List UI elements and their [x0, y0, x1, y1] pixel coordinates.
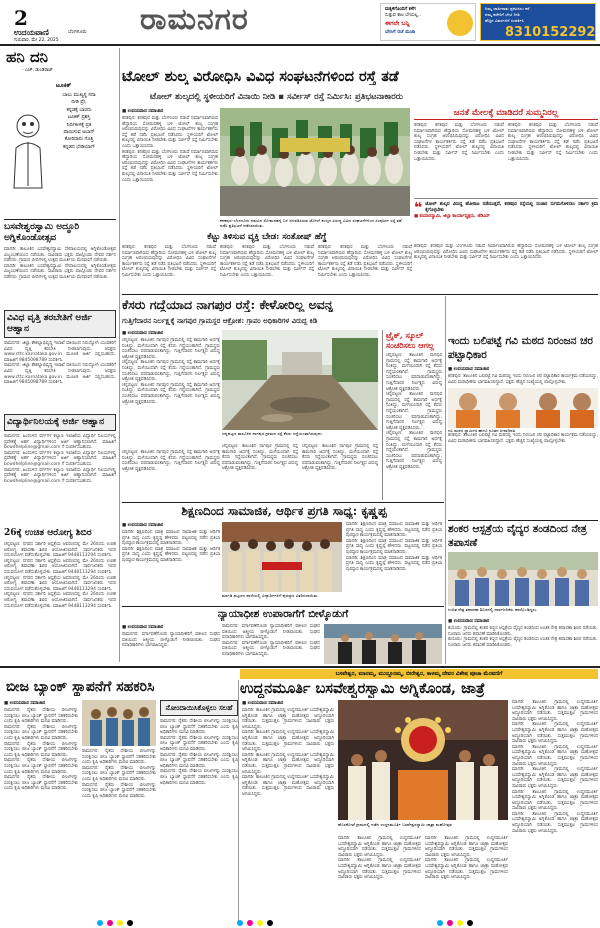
section-title: ರಾಮನಗರ — [140, 2, 249, 37]
ad-line: ನಮ್ಮ ಕಚೇರಿಗೆ ಭೇಟಿ ನೀಡಿ — [485, 12, 520, 17]
poem-line: ನಿರ್ದಿಕೀಳಕ್ಕೆ ಪ್ರತಿ — [66, 122, 92, 128]
left-story-3 — [4, 414, 116, 524]
gavi-math-body: ಕನಕಪುರ: ತಾಲೂಕಿನ ಬಲಿಪಟ್ಟೆ ಗವಿ ಮಠದಲ್ಲಿ ಇಂದು ನಿರಂಜನ ಚರ ಪಟ್ಟಾಧಿಕಾರ ಕಾರ್ಯಕ್ರಮ ನಡೆಯಲಿದ್ದು, ವಿವಿಧ ಮಠಾಧೀಶರು ಭಾಗವಹಿಸಲಿದ್ದಾರೆ. ಭಕ್ತರು ಹೆಚ್ಚಿನ ಸಂಖ್ಯೆಯಲ್ಲಿ ಪಾಲ್ಗೊಳ್ಳಬೇಕು. — [448, 433, 598, 444]
left-story-4-body: ಚನ್ನಪಟ್ಟಣ: ನಗರದ ಸರ್ಕಾರಿ ಆಸ್ಪತ್ರೆಯ ಆವರಣದಲ್ಲಿ ಮೇ 26ರಂದು ಉಚಿತ ಆರೋಗ್ಯ ತಪಾಸಣಾ ಶಿಬಿರ ಆಯೋಜಿಸಲಾಗಿದೆ. ಸಾರ್ವಜನಿಕರು ಇದರ ಸದುಪಯೋಗ ಪಡೆದುಕೊಳ್ಳಬೇಕು. ಮಾಹಿತಿಗೆ 9448113294 ಸಂಪರ್ಕಿಸಿ. — [4, 575, 116, 592]
left-story-2-body: ರಾಮನಗರ: ಜಿಲ್ಲಾ ಕೌಶಲ್ಯಾಭಿವೃದ್ಧಿ ಇಲಾಖೆ ವತಿಯಿಂದ ನಿರುದ್ಯೋಗಿ ಯುವಕರಿಗೆ ವಿವಿಧ ವೃತ್ತಿ ತರಬೇತಿ ನೀಡಲಾಗುವುದು. ಆಸಕ್ತರು www.cttc.karnataka.gov.in ಮೂಲಕ ಅರ್ಜಿ ಸಲ್ಲಿಸಬಹುದು. ಮಾಹಿತಿಗೆ 9845098789 ಸಂಪರ್ಕಿಸಿ. — [4, 363, 116, 386]
left-story-3-headline: ವಿದ್ಯಾರ್ಥಿನಿಲಯಕ್ಕೆ ಅರ್ಜಿ ಆಹ್ವಾನ — [4, 414, 116, 431]
seed-bank-headline: ಬೀಜ ಬ್ಯಾಂಕ್ ಸ್ಥಾಪನೆಗೆ ಸಹಕರಿಸಿ — [6, 679, 155, 695]
poem-line: ಕನ್ನಡದ ಭೇಡಿಯಾಗ್ — [62, 144, 95, 150]
poem-body — [48, 92, 110, 151]
register-box-headline: ನೋಂದಾಯಿಸಿಕೊಳ್ಳಲು ಸಲಹೆ — [160, 700, 238, 716]
jatre-col3 — [512, 700, 598, 924]
left-story-1-body: ಮಾಗಡಿ: ತಾಲೂಕಿನ ಬಸವೇಶ್ವರಸ್ವಾಮಿ ದೇವಾಲಯದಲ್ಲಿ ಅಗ್ನಿಕೊಂಡೋತ್ಸವ ವಿಜೃಂಭಣೆಯಿಂದ ನಡೆಯಿತು. ಸಾವಿರಾರು ಭಕ್ತರು ಪಾಲ್ಗೊಂಡು ದೇವರ ದರ್ಶನ ಪಡೆದರು. ಗ್ರಾಮದ ಬೀದಿಗಳಲ್ಲಿ ಉತ್ಸವ ಮೂರ್ತಿಯ ಮೆರವಣಿಗೆ ನಡೆಯಿತು. — [4, 247, 116, 264]
protest-photo-image — [220, 108, 410, 216]
main-body: ಕನಕಪುರ: ಕನಕಪುರ ಮತ್ತು ಬೆಂಗಳೂರು ನಡುವೆ ನಿರ್ಮಾಣವಾಗಿರುವ ಹೆದ್ದಾರಿಯ ಸೋಮನಹಳ್ಳಿ ಬಳಿ ಟೋಲ್ ಶುಲ್ಕ ಸಂಗ್ರಹ ಆರಂಭಿಸಿರುವುದನ್ನು ವಿರೋಧಿಸಿ ವಿವಿಧ ಸಂಘಟನೆಗಳ ಕಾರ್ಯಕರ್ತರು ರಸ್ತೆ ತಡೆ ನಡೆಸಿ ಪ್ರತಿಭಟನೆ ನಡೆಸಿದರು. ಸ್ಥಳೀಯರಿಗೆ ಟೋಲ್ ಶುಲ್ಕದಲ್ಲಿ ವಿನಾಯಿತಿ ನೀಡಬೇಕು ಮತ್ತು ಸರ್ವೀಸ್ ರಸ್ತೆ ನಿರ್ಮಿಸಬೇಕು ಎಂದು ಒತ್ತಾಯಿಸಿದರು. — [122, 116, 218, 149]
seed-bank-body: ರಾಮನಗರ: ರೈತರು ದೇಶೀಯ ಬೀಜಗಳನ್ನು ಸಂರಕ್ಷಿಸಲು ಬೀಜ ಬ್ಯಾಂಕ್ ಸ್ಥಾಪನೆಗೆ ಸಹಕರಿಸಬೇಕು ಎಂದು ಕೃಷಿ ಅಧಿಕಾರಿಗಳು ಮನವಿ ಮಾಡಿದರು. — [160, 735, 238, 752]
main-box-body: ಕನಕಪುರ: ಕನಕಪುರ ಮತ್ತು ಬೆಂಗಳೂರು ನಡುವೆ ನಿರ್ಮಾಣವಾಗಿರುವ ಹೆದ್ದಾರಿಯ ಸೋಮನಹಳ್ಳಿ ಬಳಿ ಟೋಲ್ ಶುಲ್ಕ ಸಂಗ್ರಹ ಆರಂಭಿಸಿರುವುದನ್ನು ವಿರೋಧಿಸಿ ವಿವಿಧ ಸಂಘಟನೆಗಳ ಕಾರ್ಯಕರ್ತರು ರಸ್ತೆ ತಡೆ ನಡೆಸಿ ಪ್ರತಿಭಟನೆ ನಡೆಸಿದರು. ಸ್ಥಳೀಯರಿಗೆ ಟೋಲ್ ಶುಲ್ಕದಲ್ಲಿ ವಿನಾಯಿತಿ ನೀಡಬೇಕು ಮತ್ತು ಸರ್ವೀಸ್ ರಸ್ತೆ ನಿರ್ಮಿಸಬೇಕು ಎಂದು ಒತ್ತಾಯಿಸಿದರು. — [220, 245, 314, 278]
registration-marks-icon — [0, 918, 600, 928]
poem-line: ದೀಡಿ ಪ್ರೇ, — [71, 100, 87, 106]
kesaru-box-body: ಚನ್ನಪಟ್ಟಣ: ತಾಲೂಕಿನ ನಾಗಪುರ ಗ್ರಾಮದಲ್ಲಿ ರಸ್ತೆ ಕಾಮಗಾರಿ ಅರ್ಧಕ್ಕೆ ನಿಂತಿದ್ದು, ಮಳೆಯಿಂದಾಗಿ ರಸ್ತೆ ಕೆಸರು ಗದ್ದೆಯಂತಾಗಿದೆ. ಗ್ರಾಮಸ್ಥರು ಸಂಚರಿಸಲು ಪರದಾಡುವಂತಾಗಿದ್ದು, ಗುತ್ತಿಗೆದಾರನ ನಿರ್ಲಕ್ಷ್ಯದ ವಿರುದ್ಧ ಆಕ್ರೋಶ ವ್ಯಕ್ತಪಡಿಸಿದರು. — [386, 392, 442, 431]
page-number: 2 — [14, 6, 28, 30]
shankar-byline: ■ ಉದಯವಾಣಿ ಸಮಾಚಾರ — [448, 619, 490, 624]
hani-dani-box — [4, 48, 110, 218]
jatre-col1 — [242, 700, 334, 924]
jatre-body: ಮಾಗಡಿ: ತಾಲೂಕಿನ ಗ್ರಾಮದಲ್ಲಿ ಉದ್ದನಮೂರ್ತಿ ಬಸವೇಶ್ವರಸ್ವಾಮಿ ಅಗ್ನಿಕೊಂಡ ಹಾಗೂ ಜಾತ್ರಾ ಮಹೋತ್ಸವ ಅದ್ದೂರಿಯಾಗಿ ನಡೆಯಿತು. ಸುತ್ತಮುತ್ತಲ ಗ್ರಾಮಗಳಿಂದ ಸಾವಿರಾರು ಭಕ್ತರು ಆಗಮಿಸಿದ್ದರು. — [425, 858, 508, 881]
kesaru-body: ಚನ್ನಪಟ್ಟಣ: ತಾಲೂಕಿನ ನಾಗಪುರ ಗ್ರಾಮದಲ್ಲಿ ರಸ್ತೆ ಕಾಮಗಾರಿ ಅರ್ಧಕ್ಕೆ ನಿಂತಿದ್ದು, ಮಳೆಯಿಂದಾಗಿ ರಸ್ತೆ ಕೆಸರು ಗದ್ದೆಯಂತಾಗಿದೆ. ಗ್ರಾಮಸ್ಥರು ಸಂಚರಿಸಲು ಪರದಾಡುವಂತಾಗಿದ್ದು, ಗುತ್ತಿಗೆದಾರನ ನಿರ್ಲಕ್ಷ್ಯದ ವಿರುದ್ಧ ಆಕ್ರೋಶ ವ್ಯಕ್ತಪಡಿಸಿದರು. — [122, 360, 220, 383]
jatre-body: ಮಾಗಡಿ: ತಾಲೂಕಿನ ಗ್ರಾಮದಲ್ಲಿ ಉದ್ದನಮೂರ್ತಿ ಬಸವೇಶ್ವರಸ್ವಾಮಿ ಅಗ್ನಿಕೊಂಡ ಹಾಗೂ ಜಾತ್ರಾ ಮಹೋತ್ಸವ ಅದ್ದೂರಿಯಾಗಿ ನಡೆಯಿತು. ಸುತ್ತಮುತ್ತಲ ಗ್ರಾಮಗಳಿಂದ ಸಾವಿರಾರು ಭಕ್ತರು ಆಗಮಿಸಿದ್ದರು. — [512, 789, 598, 812]
shikshana-right-col — [346, 522, 442, 602]
seed-bank-body: ರಾಮನಗರ: ರೈತರು ದೇಶೀಯ ಬೀಜಗಳನ್ನು ಸಂರಕ್ಷಿಸಲು ಬೀಜ ಬ್ಯಾಂಕ್ ಸ್ಥಾಪನೆಗೆ ಸಹಕರಿಸಬೇಕು ಎಂದು ಕೃಷಿ ಅಧಿಕಾರಿಗಳು ಮನವಿ ಮಾಡಿದರು. — [160, 769, 238, 786]
bottom-kicker: ಬಸವೇಶ್ವರ, ಮಾರಮ್ಮ, ಮುದ್ದೂರಮ್ಮ, ಬೀರೇಶ್ವರ, ಕಾಳಮ್ಮ ದೇವರ ವಿಶೇಷ ಪೂಜಾ ಮೆರವಣಿಗೆ — [240, 669, 598, 679]
seed-bank-col1 — [4, 700, 78, 924]
section-rule — [448, 520, 598, 521]
main-box-story — [122, 232, 412, 292]
paper-name: ಉದಯವಾಣಿ — [14, 27, 49, 37]
seed-bank-body: ರಾಮನಗರ: ರೈತರು ದೇಶೀಯ ಬೀಜಗಳನ್ನು ಸಂರಕ್ಷಿಸಲು ಬೀಜ ಬ್ಯಾಂಕ್ ಸ್ಥಾಪನೆಗೆ ಸಹಕರಿಸಬೇಕು ಎಂದು ಕೃಷಿ ಅಧಿಕಾರಿಗಳು ಮನವಿ ಮಾಡಿದರು. — [160, 719, 238, 736]
jatre-body: ಮಾಗಡಿ: ತಾಲೂಕಿನ ಗ್ರಾಮದಲ್ಲಿ ಉದ್ದನಮೂರ್ತಿ ಬಸವೇಶ್ವರಸ್ವಾಮಿ ಅಗ್ನಿಕೊಂಡ ಹಾಗೂ ಜಾತ್ರಾ ಮಹೋತ್ಸವ ಅದ್ದೂರಿಯಾಗಿ ನಡೆಯಿತು. ಸುತ್ತಮುತ್ತಲ ಗ್ರಾಮಗಳಿಂದ ಸಾವಿರಾರು ಭಕ್ತರು ಆಗಮಿಸಿದ್ದರು. — [338, 858, 421, 881]
nyayadhish-headline: ನ್ಯಾಯಾಧೀಶ ಉಪಾರಾಗೆಗೆ ಬೀಳ್ಕೊಡುಗೆ — [217, 608, 349, 620]
kesaru-body: ಚನ್ನಪಟ್ಟಣ: ತಾಲೂಕಿನ ನಾಗಪುರ ಗ್ರಾಮದಲ್ಲಿ ರಸ್ತೆ ಕಾಮಗಾರಿ ಅರ್ಧಕ್ಕೆ ನಿಂತಿದ್ದು, ಮಳೆಯಿಂದಾಗಿ ರಸ್ತೆ ಕೆಸರು ಗದ್ದೆಯಂತಾಗಿದೆ. ಗ್ರಾಮಸ್ಥರು ಸಂಚರಿಸಲು ಪರದಾಡುವಂತಾಗಿದ್ದು, ಗುತ್ತಿಗೆದಾರನ ನಿರ್ಲಕ್ಷ್ಯದ ವಿರುದ್ಧ ಆಕ್ರೋಶ ವ್ಯಕ್ತಪಡಿಸಿದರು. — [122, 450, 220, 472]
main-body: ಕನಕಪುರ: ಕನಕಪುರ ಮತ್ತು ಬೆಂಗಳೂರು ನಡುವೆ ನಿರ್ಮಾಣವಾಗಿರುವ ಹೆದ್ದಾರಿಯ ಸೋಮನಹಳ್ಳಿ ಬಳಿ ಟೋಲ್ ಶುಲ್ಕ ಸಂಗ್ರಹ ಆರಂಭಿಸಿರುವುದನ್ನು ವಿರೋಧಿಸಿ ವಿವಿಧ ಸಂಘಟನೆಗಳ ಕಾರ್ಯಕರ್ತರು ರಸ್ತೆ ತಡೆ ನಡೆಸಿ ಪ್ರತಿಭಟನೆ ನಡೆಸಿದರು. ಸ್ಥಳೀಯರಿಗೆ ಟೋಲ್ ಶುಲ್ಕದಲ್ಲಿ ವಿನಾಯಿತಿ ನೀಡಬೇಕು ಮತ್ತು ಸರ್ವೀಸ್ ರಸ್ತೆ ನಿರ್ಮಿಸಬೇಕು ಎಂದು ಒತ್ತಾಯಿಸಿದರು. — [122, 149, 218, 183]
seed-bank-photo — [82, 700, 156, 746]
kesaru-box-headline: ಟ್ರೈಕ್, ಸ್ಕೂಲ್ ಸಂಚರಿಸಲು ಆಗಲ್ಲ — [386, 330, 434, 350]
section-rule — [122, 502, 444, 503]
protest-photo — [220, 108, 410, 216]
jatre-body: ಮಾಗಡಿ: ತಾಲೂಕಿನ ಗ್ರಾಮದಲ್ಲಿ ಉದ್ದನಮೂರ್ತಿ ಬಸವೇಶ್ವರಸ್ವಾಮಿ ಅಗ್ನಿಕೊಂಡ ಹಾಗೂ ಜಾತ್ರಾ ಮಹೋತ್ಸವ ಅದ್ದೂರಿಯಾಗಿ ನಡೆಯಿತು. ಸುತ್ತಮುತ್ತಲ ಗ್ರಾಮಗಳಿಂದ ಸಾವಿರಾರು ಭಕ್ತರು ಆಗಮಿಸಿದ್ದರು. — [512, 722, 598, 745]
main-story-col1 — [122, 108, 218, 220]
register-box — [160, 700, 238, 924]
shikshana-body: ಮಾಗಡಿ: ಶಿಕ್ಷಣದಿಂದ ಮಾತ್ರ ಸಮಾಜದ ಸಾಮಾಜಿಕ ಮತ್ತು ಆರ್ಥಿಕ ಪ್ರಗತಿ ಸಾಧ್ಯ ಎಂದು ಕೃಷ್ಣಪ್ಪ ಹೇಳಿದರು. ಪಟ್ಟಣದಲ್ಲಿ ನಡೆದ ಪ್ರತಿಭಾ ಪುರಸ್ಕಾರ ಕಾರ್ಯಕ್ರಮದಲ್ಲಿ ಮಾತನಾಡಿದರು. — [122, 546, 220, 563]
left-story-4-body: ಚನ್ನಪಟ್ಟಣ: ನಗರದ ಸರ್ಕಾರಿ ಆಸ್ಪತ್ರೆಯ ಆವರಣದಲ್ಲಿ ಮೇ 26ರಂದು ಉಚಿತ ಆರೋಗ್ಯ ತಪಾಸಣಾ ಶಿಬಿರ ಆಯೋಜಿಸಲಾಗಿದೆ. ಸಾರ್ವಜನಿಕರು ಇದರ ಸದುಪಯೋಗ ಪಡೆದುಕೊಳ್ಳಬೇಕು. ಮಾಹಿತಿಗೆ 9448113294 ಸಂಪರ್ಕಿಸಿ. — [4, 592, 116, 609]
main-box-body: ಕನಕಪುರ: ಕನಕಪುರ ಮತ್ತು ಬೆಂಗಳೂರು ನಡುವೆ ನಿರ್ಮಾಣವಾಗಿರುವ ಹೆದ್ದಾರಿಯ ಸೋಮನಹಳ್ಳಿ ಬಳಿ ಟೋಲ್ ಶುಲ್ಕ ಸಂಗ್ರಹ ಆರಂಭಿಸಿರುವುದನ್ನು ವಿರೋಧಿಸಿ ವಿವಿಧ ಸಂಘಟನೆಗಳ ಕಾರ್ಯಕರ್ತರು ರಸ್ತೆ ತಡೆ ನಡೆಸಿ ಪ್ರತಿಭಟನೆ ನಡೆಸಿದರು. ಸ್ಥಳೀಯರಿಗೆ ಟೋಲ್ ಶುಲ್ಕದಲ್ಲಿ ವಿನಾಯಿತಿ ನೀಡಬೇಕು ಮತ್ತು ಸರ್ವೀಸ್ ರಸ್ತೆ ನಿರ್ಮಿಸಬೇಕು ಎಂದು ಒತ್ತಾಯಿಸಿದರು. — [318, 245, 412, 278]
gavi-math-byline: ■ ಉದಯವಾಣಿ ಸಮಾಚಾರ — [448, 367, 490, 372]
quote-icon: ❝ — [414, 200, 423, 216]
kesaru-body: ಚನ್ನಪಟ್ಟಣ: ತಾಲೂಕಿನ ನಾಗಪುರ ಗ್ರಾಮದಲ್ಲಿ ರಸ್ತೆ ಕಾಮಗಾರಿ ಅರ್ಧಕ್ಕೆ ನಿಂತಿದ್ದು, ಮಳೆಯಿಂದಾಗಿ ರಸ್ತೆ ಕೆಸರು ಗದ್ದೆಯಂತಾಗಿದೆ. ಗ್ರಾಮಸ್ಥರು ಸಂಚರಿಸಲು ಪರದಾಡುವಂತಾಗಿದ್ದು, ಗುತ್ತಿಗೆದಾರನ ನಿರ್ಲಕ್ಷ್ಯದ ವಿರುದ್ಧ ಆಕ್ರೋಶ ವ್ಯಕ್ತಪಡಿಸಿದರು. — [302, 444, 378, 472]
seed-bank-body: ರಾಮನಗರ: ರೈತರು ದೇಶೀಯ ಬೀಜಗಳನ್ನು ಸಂರಕ್ಷಿಸಲು ಬೀಜ ಬ್ಯಾಂಕ್ ಸ್ಥಾಪನೆಗೆ ಸಹಕರಿಸಬೇಕು ಎಂದು ಕೃಷಿ ಅಧಿಕಾರಿಗಳು ಮನವಿ ಮಾಡಿದರು. — [4, 775, 78, 792]
hani-dani-title: ಹನಿ ದನಿ — [6, 48, 48, 66]
edition: ಬೆಂಗಳೂರು — [68, 29, 87, 35]
muddy-road-caption: ಚನ್ನಪಟ್ಟಣ ತಾಲೂಕಿನ ನಾಗಪುರ ಗ್ರಾಮದ ರಸ್ತೆ ಕೆಸರು ಗದ್ದೆಯಂತಾಗಿರುವುದು. — [222, 431, 324, 436]
masthead-rule — [0, 44, 600, 46]
seer-photos — [448, 388, 598, 428]
main-headline: ಟೋಲ್ ಶುಲ್ಕ ವಿರೋಧಿಸಿ ವಿವಿಧ ಸಂಘಟನೆಗಳಿಂದ ರಸ್ತೆ ತಡೆ — [122, 68, 399, 85]
column-divider — [238, 680, 239, 924]
jatre-headline: ಉದ್ದನಮೂರ್ತಿ ಬಸವೇಶ್ವರಸ್ವಾಮಿ ಅಗ್ನಿಕೊಂಡ, ಜಾತ್ರೆ — [240, 680, 485, 697]
left-story-3-body: ರಾಮನಗರ: ಹಿಂದುಳಿದ ವರ್ಗಗಳ ಕಲ್ಯಾಣ ಇಲಾಖೆಯ ವಿದ್ಯಾರ್ಥಿ ನಿಲಯಗಳಲ್ಲಿ ಪ್ರವೇಶಕ್ಕೆ ಅರ್ಹ ವಿದ್ಯಾರ್ಥಿಗಳಿಂದ ಅರ್ಜಿ ಆಹ್ವಾನಿಸಲಾಗಿದೆ. ಮಾಹಿತಿಗೆ bcwdhelpline@gmail.com ಗೆ ಸಂಪರ್ಕಿಸಬಹುದು. — [4, 434, 116, 451]
protest-photo-caption: ಕನಕಪುರ–ಬೆಂಗಳೂರು ನಡುವಿನ ಸೋಮನಹಳ್ಳಿ ಬಳಿ ಅಳವಡಿಸಿರುವ ಟೋಲ್ ಶುಲ್ಕದ ವಿರುದ್ಧ ವಿವಿಧ ಸಂಘಟನೆಗಳಿಂದ ಸಂಪೂರ್ಣ ರಸ್ತೆ ತಡೆ ನಡೆಸಿ ಪ್ರತಿಭಟನೆ ನಡೆಸಲಾಯಿತು. — [220, 218, 402, 229]
seed-bank-body: ರಾಮನಗರ: ರೈತರು ದೇಶೀಯ ಬೀಜಗಳನ್ನು ಸಂರಕ್ಷಿಸಲು ಬೀಜ ಬ್ಯಾಂಕ್ ಸ್ಥಾಪನೆಗೆ ಸಹಕರಿಸಬೇಕು ಎಂದು ಕೃಷಿ ಅಧಿಕಾರಿಗಳು ಮನವಿ ಮಾಡಿದರು. — [4, 724, 78, 741]
jatre-body: ಮಾಗಡಿ: ತಾಲೂಕಿನ ಗ್ರಾಮದಲ್ಲಿ ಉದ್ದನಮೂರ್ತಿ ಬಸವೇಶ್ವರಸ್ವಾಮಿ ಅಗ್ನಿಕೊಂಡ ಹಾಗೂ ಜಾತ್ರಾ ಮಹೋತ್ಸವ ಅದ್ದೂರಿಯಾಗಿ ನಡೆಯಿತು. ಸುತ್ತಮುತ್ತಲ ಗ್ರಾಮಗಳಿಂದ ಸಾವಿರಾರು ಭಕ್ತರು ಆಗಮಿಸಿದ್ದರು. — [425, 836, 508, 858]
kesaru-headline: ಕೆಸರು ಗದ್ದೆಯಾದ ನಾಗಪುರ ರಸ್ತೆ: ಕೇಳೋರಿಲ್ಲ ಅವನ್ನ — [122, 297, 334, 312]
section-rule — [122, 606, 444, 607]
seed-bank-body: ರಾಮನಗರ: ರೈತರು ದೇಶೀಯ ಬೀಜಗಳನ್ನು ಸಂರಕ್ಷಿಸಲು ಬೀಜ ಬ್ಯಾಂಕ್ ಸ್ಥಾಪನೆಗೆ ಸಹಕರಿಸಬೇಕು ಎಂದು ಕೃಷಿ ಅಧಿಕಾರಿಗಳು ಮನವಿ ಮಾಡಿದರು. — [82, 765, 156, 782]
kesaru-box — [382, 330, 442, 500]
jatre-body: ಮಾಗಡಿ: ತಾಲೂಕಿನ ಗ್ರಾಮದಲ್ಲಿ ಉದ್ದನಮೂರ್ತಿ ಬಸವೇಶ್ವರಸ್ವಾಮಿ ಅಗ್ನಿಕೊಂಡ ಹಾಗೂ ಜಾತ್ರಾ ಮಹೋತ್ಸವ ಅದ್ದೂರಿಯಾಗಿ ನಡೆಯಿತು. ಸುತ್ತಮುತ್ತಲ ಗ್ರಾಮಗಳಿಂದ ಸಾವಿರಾರು ಭಕ್ತರು ಆಗಮಿಸಿದ್ದರು. — [512, 767, 598, 789]
kesaru-body: ಚನ್ನಪಟ್ಟಣ: ತಾಲೂಕಿನ ನಾಗಪುರ ಗ್ರಾಮದಲ್ಲಿ ರಸ್ತೆ ಕಾಮಗಾರಿ ಅರ್ಧಕ್ಕೆ ನಿಂತಿದ್ದು, ಮಳೆಯಿಂದಾಗಿ ರಸ್ತೆ ಕೆಸರು ಗದ್ದೆಯಂತಾಗಿದೆ. ಗ್ರಾಮಸ್ಥರು ಸಂಚರಿಸಲು ಪರದಾಡುವಂತಾಗಿದ್ದು, ಗುತ್ತಿಗೆದಾರನ ನಿರ್ಲಕ್ಷ್ಯದ ವಿರುದ್ಧ ಆಕ್ರೋಶ ವ್ಯಕ್ತಪಡಿಸಿದರು. — [122, 382, 220, 405]
nyayadhish-body: ರಾಮನಗರ: ವರ್ಗಾವಣೆಗೊಂಡ ನ್ಯಾಯಾಧೀಶರಿಗೆ ವಕೀಲರ ಸಂಘದ ವತಿಯಿಂದ ಆತ್ಮೀಯ ಬೀಳ್ಕೊಡುಗೆ ನೀಡಲಾಯಿತು. ಸಂಘದ ಪದಾಧಿಕಾರಿಗಳು ಭಾಗವಹಿಸಿದ್ದರು. — [222, 624, 320, 641]
shankar-body: ಕುದೂರು: ಗ್ರಾಮದಲ್ಲಿ ಶಂಕರ ಕಣ್ಣಿನ ಆಸ್ಪತ್ರೆಯ ವೈದ್ಯರ ತಂಡದಿಂದ ಉಚಿತ ನೇತ್ರ ತಪಾಸಣಾ ಶಿಬಿರ ನಡೆಯಿತು. ನೂರಾರು ಜನರು ತಪಾಸಣೆ ಮಾಡಿಸಿಕೊಂಡರು. — [448, 626, 598, 637]
ad-line: ಮಕ್ಕಳಿಗೊಂದಿಗೆ ಕಳೆಗ — [385, 7, 416, 12]
main-box-body: ಕನಕಪುರ: ಕನಕಪುರ ಮತ್ತು ಬೆಂಗಳೂರು ನಡುವೆ ನಿರ್ಮಾಣವಾಗಿರುವ ಹೆದ್ದಾರಿಯ ಸೋಮನಹಳ್ಳಿ ಬಳಿ ಟೋಲ್ ಶುಲ್ಕ ಸಂಗ್ರಹ ಆರಂಭಿಸಿರುವುದನ್ನು ವಿರೋಧಿಸಿ ವಿವಿಧ ಸಂಘಟನೆಗಳ ಕಾರ್ಯಕರ್ತರು ರಸ್ತೆ ತಡೆ ನಡೆಸಿ ಪ್ರತಿಭಟನೆ ನಡೆಸಿದರು. ಸ್ಥಳೀಯರಿಗೆ ಟೋಲ್ ಶುಲ್ಕದಲ್ಲಿ ವಿನಾಯಿತಿ ನೀಡಬೇಕು ಮತ್ತು ಸರ್ವೀಸ್ ರಸ್ತೆ ನಿರ್ಮಿಸಬೇಕು ಎಂದು ಒತ್ತಾಯಿಸಿದರು. — [122, 245, 216, 278]
seed-bank-body: ರಾಮನಗರ: ರೈತರು ದೇಶೀಯ ಬೀಜಗಳನ್ನು ಸಂರಕ್ಷಿಸಲು ಬೀಜ ಬ್ಯಾಂಕ್ ಸ್ಥಾಪನೆಗೆ ಸಹಕರಿಸಬೇಕು ಎಂದು ಕೃಷಿ ಅಧಿಕಾರಿಗಳು ಮನವಿ ಮಾಡಿದರು. — [4, 758, 78, 775]
jatre-photo-caption: ಹೊಸಕೋಟೆ ಗ್ರಾಮದಲ್ಲಿ ನಡೆದ ಉದ್ದನಮೂರ್ತಿ ಬಸವೇಶ್ವರಸ್ವಾಮಿ ಜಾತ್ರಾ ಮಹೋತ್ಸವ — [338, 822, 453, 827]
jatre-photo — [338, 700, 508, 820]
kesaru-body: ಚನ್ನಪಟ್ಟಣ: ತಾಲೂಕಿನ ನಾಗಪುರ ಗ್ರಾಮದಲ್ಲಿ ರಸ್ತೆ ಕಾಮಗಾರಿ ಅರ್ಧಕ್ಕೆ ನಿಂತಿದ್ದು, ಮಳೆಯಿಂದಾಗಿ ರಸ್ತೆ ಕೆಸರು ಗದ್ದೆಯಂತಾಗಿದೆ. ಗ್ರಾಮಸ್ಥರು ಸಂಚರಿಸಲು ಪರದಾಡುವಂತಾಗಿದ್ದು, ಗುತ್ತಿಗೆದಾರನ ನಿರ್ಲಕ್ಷ್ಯದ ವಿರುದ್ಧ ಆಕ್ರೋಶ ವ್ಯಕ್ತಪಡಿಸಿದರು. — [122, 338, 220, 360]
poem-line: ಟೂಕಿಕ್ ಪ್ರಶಸ್ತಿ — [67, 115, 91, 121]
left-story-3-body: ರಾಮನಗರ: ಹಿಂದುಳಿದ ವರ್ಗಗಳ ಕಲ್ಯಾಣ ಇಲಾಖೆಯ ವಿದ್ಯಾರ್ಥಿ ನಿಲಯಗಳಲ್ಲಿ ಪ್ರವೇಶಕ್ಕೆ ಅರ್ಹ ವಿದ್ಯಾರ್ಥಿಗಳಿಂದ ಅರ್ಜಿ ಆಹ್ವಾನಿಸಲಾಗಿದೆ. ಮಾಹಿತಿಗೆ bcwdhelpline@gmail.com ಗೆ ಸಂಪರ್ಕಿಸಬಹುದು. — [4, 467, 116, 484]
ad-line: ನಿಮ್ಮ ಜಾಹೀರಾತು ಪ್ರಕಟಿಸಲು ಕರೆ — [485, 6, 530, 11]
eye-camp-photo — [448, 552, 598, 606]
main-side-body: ಕನಕಪುರ: ಕನಕಪುರ ಮತ್ತು ಬೆಂಗಳೂರು ನಡುವೆ ನಿರ್ಮಾಣವಾಗಿರುವ ಹೆದ್ದಾರಿಯ ಸೋಮನಹಳ್ಳಿ ಬಳಿ ಟೋಲ್ ಶುಲ್ಕ ಸಂಗ್ರಹ ಆರಂಭಿಸಿರುವುದನ್ನು ವಿರೋಧಿಸಿ ವಿವಿಧ ಸಂಘಟನೆಗಳ ಕಾರ್ಯಕರ್ತರು ರಸ್ತೆ ತಡೆ ನಡೆಸಿ ಪ್ರತಿಭಟನೆ ನಡೆಸಿದರು. ಸ್ಥಳೀಯರಿಗೆ ಟೋಲ್ ಶುಲ್ಕದಲ್ಲಿ ವಿನಾಯಿತಿ ನೀಡಬೇಕು ಮತ್ತು ಸರ್ವೀಸ್ ರಸ್ತೆ ನಿರ್ಮಿಸಬೇಕು ಎಂದು ಒತ್ತಾಯಿಸಿದರು. — [414, 123, 504, 162]
author-sketch-icon — [8, 108, 48, 198]
shikshana-col — [122, 522, 220, 592]
hani-dani-author: - ಎಚ್. ಡುಂಡಿರಾಜ್ — [22, 68, 53, 73]
main-subheadline: ಟೋಲ್ ಶುಲ್ಕದಲ್ಲಿ ಸ್ಥಳೀಯರಿಗೆ ವಿನಾಯಿ ನೀಡಿ ▪ ಸರ್ವೀಸ್ ರಸ್ತೆ ನಿರ್ಮಿಸಿ: ಪ್ರತಿಭಟನಾಕಾರರು — [150, 92, 403, 102]
top-ad-contact[interactable] — [480, 3, 596, 41]
jatre-byline: ■ ಉದಯವಾಣಿ ಸಮಾಚಾರ — [242, 701, 284, 706]
jatre-body: ಮಾಗಡಿ: ತಾಲೂಕಿನ ಗ್ರಾಮದಲ್ಲಿ ಉದ್ದನಮೂರ್ತಿ ಬಸವೇಶ್ವರಸ್ವಾಮಿ ಅಗ್ನಿಕೊಂಡ ಹಾಗೂ ಜಾತ್ರಾ ಮಹೋತ್ಸವ ಅದ್ದೂರಿಯಾಗಿ ನಡೆಯಿತು. ಸುತ್ತಮುತ್ತಲ ಗ್ರಾಮಗಳಿಂದ ಸಾವಿರಾರು ಭಕ್ತರು ಆಗಮಿಸಿದ್ದರು. — [338, 836, 421, 858]
gavi-math-body: ಕನಕಪುರ: ತಾಲೂಕಿನ ಬಲಿಪಟ್ಟೆ ಗವಿ ಮಠದಲ್ಲಿ ಇಂದು ನಿರಂಜನ ಚರ ಪಟ್ಟಾಧಿಕಾರ ಕಾರ್ಯಕ್ರಮ ನಡೆಯಲಿದ್ದು, ವಿವಿಧ ಮಠಾಧೀಶರು ಭಾಗವಹಿಸಲಿದ್ದಾರೆ. ಭಕ್ತರು ಹೆಚ್ಚಿನ ಸಂಖ್ಯೆಯಲ್ಲಿ ಪಾಲ್ಗೊಳ್ಳಬೇಕು. — [448, 374, 598, 385]
judge-photo — [324, 624, 442, 664]
left-story-2 — [4, 310, 116, 410]
jatre-col-lower — [338, 836, 508, 924]
students-photo-caption: ಮಾಗಡಿ ಪಟ್ಟಣದ ಶಾಲೆಯಲ್ಲಿ ವಿದ್ಯಾರ್ಥಿಗಳಿಗೆ ಪುರಸ್ಕಾರ ವಿತರಿಸಲಾಯಿತು. — [222, 593, 319, 598]
ad-line: ಬೇಸಿಗೆ ರಜೆ ಮಜಾ — [385, 29, 416, 35]
nyayadhish-body: ರಾಮನಗರ: ವರ್ಗಾವಣೆಗೊಂಡ ನ್ಯಾಯಾಧೀಶರಿಗೆ ವಕೀಲರ ಸಂಘದ ವತಿಯಿಂದ ಆತ್ಮೀಯ ಬೀಳ್ಕೊಡುಗೆ ನೀಡಲಾಯಿತು. ಸಂಘದ ಪದಾಧಿಕಾರಿಗಳು ಭಾಗವಹಿಸಿದ್ದರು. — [222, 640, 320, 657]
jatre-body: ಮಾಗಡಿ: ತಾಲೂಕಿನ ಗ್ರಾಮದಲ್ಲಿ ಉದ್ದನಮೂರ್ತಿ ಬಸವೇಶ್ವರಸ್ವಾಮಿ ಅಗ್ನಿಕೊಂಡ ಹಾಗೂ ಜಾತ್ರಾ ಮಹೋತ್ಸವ ಅದ್ದೂರಿಯಾಗಿ ನಡೆಯಿತು. ಸುತ್ತಮುತ್ತಲ ಗ್ರಾಮಗಳಿಂದ ಸಾವಿರಾರು ಭಕ್ತರು ಆಗಮಿಸಿದ್ದರು. — [512, 744, 598, 767]
main-side-headline: ಜನತೆ ಮೇಲಕ್ಕೆ ಮಾಡಿದರೆ ಸುಮ್ಮನಿರಲ್ಲ — [414, 108, 598, 120]
ad-graphic-icon — [447, 10, 473, 36]
seed-bank-col2 — [82, 700, 156, 924]
shikshana-body: ಮಾಗಡಿ: ಶಿಕ್ಷಣದಿಂದ ಮಾತ್ರ ಸಮಾಜದ ಸಾಮಾಜಿಕ ಮತ್ತು ಆರ್ಥಿಕ ಪ್ರಗತಿ ಸಾಧ್ಯ ಎಂದು ಕೃಷ್ಣಪ್ಪ ಹೇಳಿದರು. ಪಟ್ಟಣದಲ್ಲಿ ನಡೆದ ಪ್ರತಿಭಾ ಪುರಸ್ಕಾರ ಕಾರ್ಯಕ್ರಮದಲ್ಲಿ ಮಾತನಾಡಿದರು. — [346, 522, 442, 539]
seed-bank-image — [82, 700, 156, 746]
kesaru-col — [122, 330, 220, 450]
main-byline: ■ ಉದಯವಾಣಿ ಸಮಾಚಾರ — [122, 109, 164, 114]
seed-bank-body: ರಾಮನಗರ: ರೈತರು ದೇಶೀಯ ಬೀಜಗಳನ್ನು ಸಂರಕ್ಷಿಸಲು ಬೀಜ ಬ್ಯಾಂಕ್ ಸ್ಥಾಪನೆಗೆ ಸಹಕರಿಸಬೇಕು ಎಂದು ಕೃಷಿ ಅಧಿಕಾರಿಗಳು ಮನವಿ ಮಾಡಿದರು. — [82, 782, 156, 799]
shikshana-body: ಮಾಗಡಿ: ಶಿಕ್ಷಣದಿಂದ ಮಾತ್ರ ಸಮಾಜದ ಸಾಮಾಜಿಕ ಮತ್ತು ಆರ್ಥಿಕ ಪ್ರಗತಿ ಸಾಧ್ಯ ಎಂದು ಕೃಷ್ಣಪ್ಪ ಹೇಳಿದರು. ಪಟ್ಟಣದಲ್ಲಿ ನಡೆದ ಪ್ರತಿಭಾ ಪುರಸ್ಕಾರ ಕಾರ್ಯಕ್ರಮದಲ್ಲಿ ಮಾತನಾಡಿದರು. — [122, 530, 220, 547]
ad-line: ಈಗಲೇ ಬನ್ನಿ — [385, 20, 410, 27]
left-story-2-body: ರಾಮನಗರ: ಜಿಲ್ಲಾ ಕೌಶಲ್ಯಾಭಿವೃದ್ಧಿ ಇಲಾಖೆ ವತಿಯಿಂದ ನಿರುದ್ಯೋಗಿ ಯುವಕರಿಗೆ ವಿವಿಧ ವೃತ್ತಿ ತರಬೇತಿ ನೀಡಲಾಗುವುದು. ಆಸಕ್ತರು www.cttc.karnataka.gov.in ಮೂಲಕ ಅರ್ಜಿ ಸಲ್ಲಿಸಬಹುದು. ಮಾಹಿತಿಗೆ 9845098789 ಸಂಪರ್ಕಿಸಿ. — [4, 341, 116, 363]
shankar-story — [448, 618, 598, 664]
ad-phone[interactable]: 8310152292 — [505, 25, 596, 40]
jatre-body: ಮಾಗಡಿ: ತಾಲೂಕಿನ ಗ್ರಾಮದಲ್ಲಿ ಉದ್ದನಮೂರ್ತಿ ಬಸವೇಶ್ವರಸ್ವಾಮಿ ಅಗ್ನಿಕೊಂಡ ಹಾಗೂ ಜಾತ್ರಾ ಮಹೋತ್ಸವ ಅದ್ದೂರಿಯಾಗಿ ನಡೆಯಿತು. ಸುತ್ತಮುತ್ತಲ ಗ್ರಾಮಗಳಿಂದ ಸಾವಿರಾರು ಭಕ್ತರು ಆಗಮಿಸಿದ್ದರು. — [512, 811, 598, 834]
kesaru-box-body: ಚನ್ನಪಟ್ಟಣ: ತಾಲೂಕಿನ ನಾಗಪುರ ಗ್ರಾಮದಲ್ಲಿ ರಸ್ತೆ ಕಾಮಗಾರಿ ಅರ್ಧಕ್ಕೆ ನಿಂತಿದ್ದು, ಮಳೆಯಿಂದಾಗಿ ರಸ್ತೆ ಕೆಸರು ಗದ್ದೆಯಂತಾಗಿದೆ. ಗ್ರಾಮಸ್ಥರು ಸಂಚರಿಸಲು ಪರದಾಡುವಂತಾಗಿದ್ದು, ಗುತ್ತಿಗೆದಾರನ ನಿರ್ಲಕ್ಷ್ಯದ ವಿರುದ್ಧ ಆಕ್ರೋಶ ವ್ಯಕ್ತಪಡಿಸಿದರು. — [386, 431, 442, 470]
main-side-body: ಕನಕಪುರ: ಕನಕಪುರ ಮತ್ತು ಬೆಂಗಳೂರು ನಡುವೆ ನಿರ್ಮಾಣವಾಗಿರುವ ಹೆದ್ದಾರಿಯ ಸೋಮನಹಳ್ಳಿ ಬಳಿ ಟೋಲ್ ಶುಲ್ಕ ಸಂಗ್ರಹ ಆರಂಭಿಸಿರುವುದನ್ನು ವಿರೋಧಿಸಿ ವಿವಿಧ ಸಂಘಟನೆಗಳ ಕಾರ್ಯಕರ್ತರು ರಸ್ತೆ ತಡೆ ನಡೆಸಿ ಪ್ರತಿಭಟನೆ ನಡೆಸಿದರು. ಸ್ಥಳೀಯರಿಗೆ ಟೋಲ್ ಶುಲ್ಕದಲ್ಲಿ ವಿನಾಯಿತಿ ನೀಡಬೇಕು ಮತ್ತು ಸರ್ವೀಸ್ ರಸ್ತೆ ನಿರ್ಮಿಸಬೇಕು ಎಂದು ಒತ್ತಾಯಿಸಿದರು. — [508, 123, 598, 162]
bottom-rule — [0, 666, 600, 668]
kesaru-byline: ■ ಉದಯವಾಣಿ ಸಮಾಚಾರ — [122, 331, 164, 336]
column-divider — [119, 48, 120, 662]
left-story-3-body: ರಾಮನಗರ: ಹಿಂದುಳಿದ ವರ್ಗಗಳ ಕಲ್ಯಾಣ ಇಲಾಖೆಯ ವಿದ್ಯಾರ್ಥಿ ನಿಲಯಗಳಲ್ಲಿ ಪ್ರವೇಶಕ್ಕೆ ಅರ್ಹ ವಿದ್ಯಾರ್ಥಿಗಳಿಂದ ಅರ್ಜಿ ಆಹ್ವಾನಿಸಲಾಗಿದೆ. ಮಾಹಿತಿಗೆ bcwdhelpline@gmail.com ಗೆ ಸಂಪರ್ಕಿಸಬಹುದು. — [4, 450, 116, 467]
main-quote-author: ■ ಕುಮಾರಸ್ವಾಮಿ, ಜಿಲ್ಲಾ ಕಾರ್ಯಾಧ್ಯಕ್ಷರು, ಜೆಡಿಎಸ್ — [414, 214, 490, 219]
top-ad-summer[interactable] — [380, 3, 476, 41]
main-side-story — [414, 108, 598, 204]
poem-line: ಕನ್ನಡಕ್ಕೆ ಬಾರದು — [66, 107, 92, 113]
shikshana-body: ಮಾಗಡಿ: ಶಿಕ್ಷಣದಿಂದ ಮಾತ್ರ ಸಮಾಜದ ಸಾಮಾಜಿಕ ಮತ್ತು ಆರ್ಥಿಕ ಪ್ರಗತಿ ಸಾಧ್ಯ ಎಂದು ಕೃಷ್ಣಪ್ಪ ಹೇಳಿದರು. ಪಟ್ಟಣದಲ್ಲಿ ನಡೆದ ಪ್ರತಿಭಾ ಪುರಸ್ಕಾರ ಕಾರ್ಯಕ್ರಮದಲ್ಲಿ ಮಾತನಾಡಿದರು. — [346, 555, 442, 572]
gavi-math-headline: ಇಂದು ಬಲಿಪಟ್ಟೆ ಗವಿ ಮಠದ ನಿರಂಜನ ಚರ ಪಟ್ಟಾಧಿಕಾರ — [448, 335, 593, 361]
seed-bank-body: ರಾಮನಗರ: ರೈತರು ದೇಶೀಯ ಬೀಜಗಳನ್ನು ಸಂರಕ್ಷಿಸಲು ಬೀಜ ಬ್ಯಾಂಕ್ ಸ್ಥಾಪನೆಗೆ ಸಹಕರಿಸಬೇಕು ಎಂದು ಕೃಷಿ ಅಧಿಕಾರಿಗಳು ಮನವಿ ಮಾಡಿದರು. — [4, 741, 78, 758]
jatre-body: ಮಾಗಡಿ: ತಾಲೂಕಿನ ಗ್ರಾಮದಲ್ಲಿ ಉದ್ದನಮೂರ್ತಿ ಬಸವೇಶ್ವರಸ್ವಾಮಿ ಅಗ್ನಿಕೊಂಡ ಹಾಗೂ ಜಾತ್ರಾ ಮಹೋತ್ಸವ ಅದ್ದೂರಿಯಾಗಿ ನಡೆಯಿತು. ಸುತ್ತಮುತ್ತಲ ಗ್ರಾಮಗಳಿಂದ ಸಾವಿರಾರು ಭಕ್ತರು ಆಗಮಿಸಿದ್ದರು. — [242, 730, 334, 753]
seed-bank-body: ರಾಮನಗರ: ರೈತರು ದೇಶೀಯ ಬೀಜಗಳನ್ನು ಸಂರಕ್ಷಿಸಲು ಬೀಜ ಬ್ಯಾಂಕ್ ಸ್ಥಾಪನೆಗೆ ಸಹಕರಿಸಬೇಕು ಎಂದು ಕೃಷಿ ಅಧಿಕಾರಿಗಳು ಮನವಿ ಮಾಡಿದರು. — [160, 752, 238, 769]
poem-line: ಕೋರಿದಾನು ಗೊತ್ತಿ — [64, 137, 94, 143]
shikshana-headline: ಶಿಕ್ಷಣದಿಂದ ಸಾಮಾಜಿಕ, ಆರ್ಥಿಕ ಪ್ರಗತಿ ಸಾಧ್ಯ: ಕೃಷ್ಣಪ್ಪ — [181, 504, 387, 518]
column-divider — [445, 296, 446, 664]
masthead — [0, 0, 600, 44]
main-box-headline: ಕೆಟ್ಟು ತಿಳಿಸುವ ವ್ಯಕ್ತಿ ಬೇಡ: ಸಂತೋಷ್ ಹೆಗ್ಡೆ — [207, 232, 327, 242]
nyayadhish-body: ರಾಮನಗರ: ವರ್ಗಾವಣೆಗೊಂಡ ನ್ಯಾಯಾಧೀಶರಿಗೆ ವಕೀಲರ ಸಂಘದ ವತಿಯಿಂದ ಆತ್ಮೀಯ ಬೀಳ್ಕೊಡುಗೆ ನೀಡಲಾಯಿತು. ಸಂಘದ ಪದಾಧಿಕಾರಿಗಳು ಭಾಗವಹಿಸಿದ್ದರು. — [122, 632, 220, 649]
left-story-4-headline: 26ಕ್ಕೆ ಉಚಿತ ಆರೋಗ್ಯ ಶಿಬಿರ — [4, 528, 92, 538]
students-photo-image — [222, 522, 342, 592]
seed-bank-byline: ■ ಉದಯವಾಣಿ ಸಮಾಚಾರ — [4, 701, 46, 706]
poem-line: ಪಾಯಿಸುವ ಅಬಾನ್ — [63, 130, 95, 136]
shikshana-body: ಮಾಗಡಿ: ಶಿಕ್ಷಣದಿಂದ ಮಾತ್ರ ಸಮಾಜದ ಸಾಮಾಜಿಕ ಮತ್ತು ಆರ್ಥಿಕ ಪ್ರಗತಿ ಸಾಧ್ಯ ಎಂದು ಕೃಷ್ಣಪ್ಪ ಹೇಳಿದರು. ಪಟ್ಟಣದಲ್ಲಿ ನಡೆದ ಪ್ರತಿಭಾ ಪುರಸ್ಕಾರ ಕಾರ್ಯಕ್ರಮದಲ್ಲಿ ಮಾತನಾಡಿದರು. — [346, 538, 442, 555]
jatre-body: ಮಾಗಡಿ: ತಾಲೂಕಿನ ಗ್ರಾಮದಲ್ಲಿ ಉದ್ದನಮೂರ್ತಿ ಬಸವೇಶ್ವರಸ್ವಾಮಿ ಅಗ್ನಿಕೊಂಡ ಹಾಗೂ ಜಾತ್ರಾ ಮಹೋತ್ಸವ ಅದ್ದೂರಿಯಾಗಿ ನಡೆಯಿತು. ಸುತ್ತಮುತ್ತಲ ಗ್ರಾಮಗಳಿಂದ ಸಾವಿರಾರು ಭಕ್ತರು ಆಗಮಿಸಿದ್ದರು. — [512, 700, 598, 722]
students-photo — [222, 522, 342, 592]
kesaru-subheadline: ಗುತ್ತಿಗೆದಾರನ ನಿರ್ಲಕ್ಷ್ಯಕ್ಕೆ ನಾಗಪುರ ಗ್ರಾಮಸ್ಥರ ಆಕ್ರೋಶ: ಗ್ರಾಪಂ ಅಧಿಕಾರಿಗಳ ವಿರುದ್ಧ ಕಿಡಿ — [122, 316, 318, 325]
shankar-headline: ಶಂಕರ ಆಸ್ಪತ್ರೆಯ ವೈದ್ಯರ ತಂಡದಿಂದ ನೇತ್ರ ತಪಾಸಣೆ — [448, 523, 587, 549]
seed-bank-body: ರಾಮನಗರ: ರೈತರು ದೇಶೀಯ ಬೀಜಗಳನ್ನು ಸಂರಕ್ಷಿಸಲು ಬೀಜ ಬ್ಯಾಂಕ್ ಸ್ಥಾಪನೆಗೆ ಸಹಕರಿಸಬೇಕು ಎಂದು ಕೃಷಿ ಅಧಿಕಾರಿಗಳು ಮನವಿ ಮಾಡಿದರು. — [4, 708, 78, 725]
main-quote-box — [414, 198, 598, 242]
eye-camp-image — [448, 552, 598, 606]
kesaru-box-body: ಚನ್ನಪಟ್ಟಣ: ತಾಲೂಕಿನ ನಾಗಪುರ ಗ್ರಾಮದಲ್ಲಿ ರಸ್ತೆ ಕಾಮಗಾರಿ ಅರ್ಧಕ್ಕೆ ನಿಂತಿದ್ದು, ಮಳೆಯಿಂದಾಗಿ ರಸ್ತೆ ಕೆಸರು ಗದ್ದೆಯಂತಾಗಿದೆ. ಗ್ರಾಮಸ್ಥರು ಸಂಚರಿಸಲು ಪರದಾಡುವಂತಾಗಿದ್ದು, ಗುತ್ತಿಗೆದಾರನ ನಿರ್ಲಕ್ಷ್ಯದ ವಿರುದ್ಧ ಆಕ್ರೋಶ ವ್ಯಕ್ತಪಡಿಸಿದರು. — [386, 353, 442, 392]
section-rule — [122, 294, 598, 295]
seed-bank-body: ರಾಮನಗರ: ರೈತರು ದೇಶೀಯ ಬೀಜಗಳನ್ನು ಸಂರಕ್ಷಿಸಲು ಬೀಜ ಬ್ಯಾಂಕ್ ಸ್ಥಾಪನೆಗೆ ಸಹಕರಿಸಬೇಕು ಎಂದು ಕೃಷಿ ಅಧಿಕಾರಿಗಳು ಮನವಿ ಮಾಡಿದರು. — [82, 749, 156, 766]
ad-line: ಸುತ್ತುವ ಕಾಲ ಬೇಯಲ್ಲ.. — [385, 13, 421, 18]
left-story-1-headline: ಬಸವೇಶ್ವರಸ್ವಾಮಿ ಅದ್ಧೂರಿ ಅಗ್ನಿಕೊಂಡೋತ್ಸವ — [4, 222, 80, 243]
seer-photos-image — [448, 388, 598, 428]
ad-line: ಹೆಚ್ಚಿನ ವಿವರಗಳಿಗೆ ಸಂಪರ್ಕಿಸಿ — [485, 18, 524, 23]
shikshana-byline: ■ ಉದಯವಾಣಿ ಸಮಾಚಾರ — [122, 523, 164, 528]
kesaru-lower-cols — [222, 444, 378, 500]
jatre-body: ಮಾಗಡಿ: ತಾಲೂಕಿನ ಗ್ರಾಮದಲ್ಲಿ ಉದ್ದನಮೂರ್ತಿ ಬಸವೇಶ್ವರಸ್ವಾಮಿ ಅಗ್ನಿಕೊಂಡ ಹಾಗೂ ಜಾತ್ರಾ ಮಹೋತ್ಸವ ಅದ್ದೂರಿಯಾಗಿ ನಡೆಯಿತು. ಸುತ್ತಮುತ್ತಲ ಗ್ರಾಮಗಳಿಂದ ಸಾವಿರಾರು ಭಕ್ತರು ಆಗಮಿಸಿದ್ದರು. — [242, 752, 334, 775]
nyayadhish-col — [122, 624, 220, 664]
left-story-1 — [4, 222, 116, 306]
nyayadhish-mid — [222, 624, 320, 664]
hani-dani-rule — [4, 219, 116, 220]
muddy-road-photo — [222, 330, 378, 430]
gavi-math-story — [448, 366, 598, 516]
shankar-body: ಕುದೂರು: ಗ್ರಾಮದಲ್ಲಿ ಶಂಕರ ಕಣ್ಣಿನ ಆಸ್ಪತ್ರೆಯ ವೈದ್ಯರ ತಂಡದಿಂದ ಉಚಿತ ನೇತ್ರ ತಪಾಸಣಾ ಶಿಬಿರ ನಡೆಯಿತು. ನೂರಾರು ಜನರು ತಪಾಸಣೆ ಮಾಡಿಸಿಕೊಂಡರು. — [448, 637, 598, 648]
jatre-body: ಮಾಗಡಿ: ತಾಲೂಕಿನ ಗ್ರಾಮದಲ್ಲಿ ಉದ್ದನಮೂರ್ತಿ ಬಸವೇಶ್ವರಸ್ವಾಮಿ ಅಗ್ನಿಕೊಂಡ ಹಾಗೂ ಜಾತ್ರಾ ಮಹೋತ್ಸವ ಅದ್ದೂರಿಯಾಗಿ ನಡೆಯಿತು. ಸುತ್ತಮುತ್ತಲ ಗ್ರಾಮಗಳಿಂದ ಸಾವಿರಾರು ಭಕ್ತರು ಆಗಮಿಸಿದ್ದರು. — [242, 708, 334, 730]
kesaru-col-2 — [122, 450, 220, 500]
eye-camp-caption: ಉಚಿತ ನೇತ್ರ ತಪಾಸಣಾ ಶಿಬಿರದಲ್ಲಿ ಸಾರ್ವಜನಿಕರು ಪಾಲ್ಗೊಂಡಿದ್ದರು. — [448, 607, 538, 612]
poem-line: ಬಾಲು ಮುಖ್ಯಸ್ಥ ಸದಾ — [62, 93, 96, 98]
poem-title: ಟೂಕಿಕ್ — [56, 82, 72, 89]
judge-photo-image — [324, 624, 442, 664]
date: ಗುರುವಾರ, ಮೇ 22, 2025 — [14, 38, 59, 43]
main-right-body: ಕನಕಪುರ: ಕನಕಪುರ ಮತ್ತು ಬೆಂಗಳೂರು ನಡುವೆ ನಿರ್ಮಾಣವಾಗಿರುವ ಹೆದ್ದಾರಿಯ ಸೋಮನಹಳ್ಳಿ ಬಳಿ ಟೋಲ್ ಶುಲ್ಕ ಸಂಗ್ರಹ ಆರಂಭಿಸಿರುವುದನ್ನು ವಿರೋಧಿಸಿ ವಿವಿಧ ಸಂಘಟನೆಗಳ ಕಾರ್ಯಕರ್ತರು ರಸ್ತೆ ತಡೆ ನಡೆಸಿ ಪ್ರತಿಭಟನೆ ನಡೆಸಿದರು. ಸ್ಥಳೀಯರಿಗೆ ಟೋಲ್ ಶುಲ್ಕದಲ್ಲಿ ವಿನಾಯಿತಿ ನೀಡಬೇಕು ಮತ್ತು ಸರ್ವೀಸ್ ರಸ್ತೆ ನಿರ್ಮಿಸಬೇಕು ಎಂದು ಒತ್ತಾಯಿಸಿದರು. — [414, 244, 598, 261]
nyayadhish-byline: ■ ಉದಯವಾಣಿ ಸಮಾಚಾರ — [122, 625, 164, 630]
jatre-body: ಮಾಗಡಿ: ತಾಲೂಕಿನ ಗ್ರಾಮದಲ್ಲಿ ಉದ್ದನಮೂರ್ತಿ ಬಸವೇಶ್ವರಸ್ವಾಮಿ ಅಗ್ನಿಕೊಂಡ ಹಾಗೂ ಜಾತ್ರಾ ಮಹೋತ್ಸವ ಅದ್ದೂರಿಯಾಗಿ ನಡೆಯಿತು. ಸುತ್ತಮುತ್ತಲ ಗ್ರಾಮಗಳಿಂದ ಸಾವಿರಾರು ಭಕ್ತರು ಆಗಮಿಸಿದ್ದರು. — [242, 775, 334, 797]
left-story-4 — [4, 528, 116, 658]
left-story-4-body: ಚನ್ನಪಟ್ಟಣ: ನಗರದ ಸರ್ಕಾರಿ ಆಸ್ಪತ್ರೆಯ ಆವರಣದಲ್ಲಿ ಮೇ 26ರಂದು ಉಚಿತ ಆರೋಗ್ಯ ತಪಾಸಣಾ ಶಿಬಿರ ಆಯೋಜಿಸಲಾಗಿದೆ. ಸಾರ್ವಜನಿಕರು ಇದರ ಸದುಪಯೋಗ ಪಡೆದುಕೊಳ್ಳಬೇಕು. ಮಾಹಿತಿಗೆ 9448113294 ಸಂಪರ್ಕಿಸಿ. — [4, 542, 116, 559]
left-story-2-headline: ವಿವಿಧ ವೃತ್ತಿ ತರಬೇತಿಗೆ ಅರ್ಜಿ ಆಹ್ವಾನ — [4, 310, 116, 338]
seer-photos-caption: ಗವಿ ಮಠದ ಸ್ವಾಮೀಜಿ ಹಾಗೂ ನೂತನ ಪೀಠಾಧಿಪತಿ — [448, 428, 516, 434]
muddy-road-image — [222, 330, 378, 430]
kesaru-body: ಚನ್ನಪಟ್ಟಣ: ತಾಲೂಕಿನ ನಾಗಪುರ ಗ್ರಾಮದಲ್ಲಿ ರಸ್ತೆ ಕಾಮಗಾರಿ ಅರ್ಧಕ್ಕೆ ನಿಂತಿದ್ದು, ಮಳೆಯಿಂದಾಗಿ ರಸ್ತೆ ಕೆಸರು ಗದ್ದೆಯಂತಾಗಿದೆ. ಗ್ರಾಮಸ್ಥರು ಸಂಚರಿಸಲು ಪರದಾಡುವಂತಾಗಿದ್ದು, ಗುತ್ತಿಗೆದಾರನ ನಿರ್ಲಕ್ಷ್ಯದ ವಿರುದ್ಧ ಆಕ್ರೋಶ ವ್ಯಕ್ತಪಡಿಸಿದರು. — [222, 444, 298, 472]
jatre-photo-image — [338, 700, 508, 820]
left-story-1-body: ಮಾಗಡಿ: ತಾಲೂಕಿನ ಬಸವೇಶ್ವರಸ್ವಾಮಿ ದೇವಾಲಯದಲ್ಲಿ ಅಗ್ನಿಕೊಂಡೋತ್ಸವ ವಿಜೃಂಭಣೆಯಿಂದ ನಡೆಯಿತು. ಸಾವಿರಾರು ಭಕ್ತರು ಪಾಲ್ಗೊಂಡು ದೇವರ ದರ್ಶನ ಪಡೆದರು. ಗ್ರಾಮದ ಬೀದಿಗಳಲ್ಲಿ ಉತ್ಸವ ಮೂರ್ತಿಯ ಮೆರವಣಿಗೆ ನಡೆಯಿತು. — [4, 263, 116, 280]
left-story-4-body: ಚನ್ನಪಟ್ಟಣ: ನಗರದ ಸರ್ಕಾರಿ ಆಸ್ಪತ್ರೆಯ ಆವರಣದಲ್ಲಿ ಮೇ 26ರಂದು ಉಚಿತ ಆರೋಗ್ಯ ತಪಾಸಣಾ ಶಿಬಿರ ಆಯೋಜಿಸಲಾಗಿದೆ. ಸಾರ್ವಜನಿಕರು ಇದರ ಸದುಪಯೋಗ ಪಡೆದುಕೊಳ್ಳಬೇಕು. ಮಾಹಿತಿಗೆ 9448113294 ಸಂಪರ್ಕಿಸಿ. — [4, 558, 116, 575]
main-quote: ಟೋಲ್ ಶುಲ್ಕದ ವಿರುದ್ಧ ಹೋರಾಟ ನಡೆಯುತ್ತದೆ, ಕನಕಪುರ ರಸ್ತೆಯಲ್ಲಿ ಸಂಚಾರ ಸುಗಮಗೊಳಿಸಲು ಸರ್ಕಾರ ಕ್ರಮ ಕೈಗೊಳ್ಳಬೇಕು — [425, 202, 598, 213]
